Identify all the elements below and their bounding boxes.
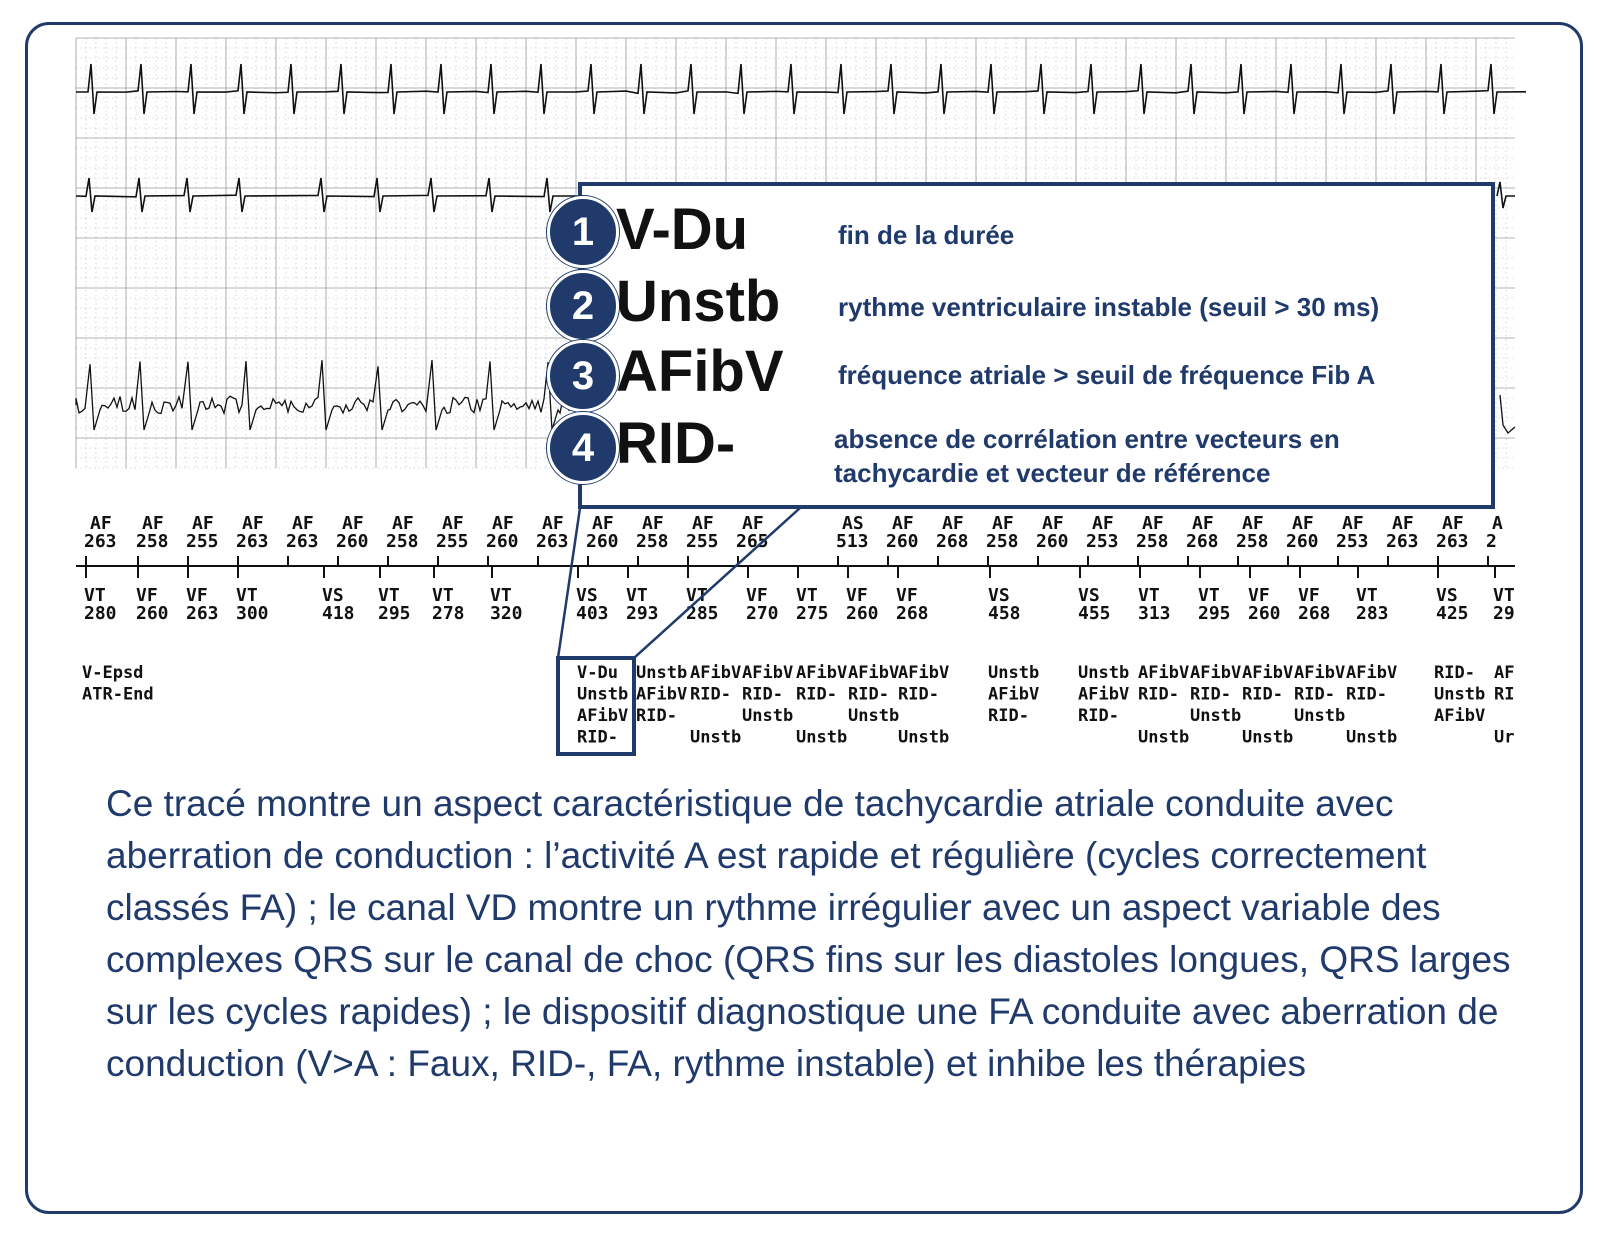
atrial-marker-label: AF: [242, 513, 264, 534]
ventricular-marker-label: VS: [1078, 585, 1100, 606]
marker-3-badge: 3: [547, 340, 619, 412]
atrial-marker-label: AF: [442, 513, 464, 534]
atrial-marker-value: 268: [936, 531, 969, 552]
event-label: RID-: [577, 727, 618, 748]
event-label: RID-: [848, 684, 889, 705]
event-label: AFibV: [1294, 663, 1346, 683]
ventricular-marker-label: VF: [846, 585, 868, 606]
ventricular-marker-label: VS: [322, 585, 344, 606]
marker-2-code: Unstb: [616, 272, 781, 332]
atrial-marker-value: 2: [1486, 531, 1497, 552]
ventricular-marker-label: VT: [1198, 585, 1220, 606]
ventricular-marker-label: VT: [432, 585, 454, 606]
atrial-marker-value: 263: [286, 531, 319, 552]
event-label: AFibV: [1138, 663, 1190, 683]
atrial-marker-value: 255: [436, 531, 469, 552]
atrial-marker-value: 258: [386, 531, 419, 552]
atrial-marker-value: 263: [236, 531, 269, 552]
ventricular-marker-value: 268: [896, 603, 929, 624]
ventricular-marker-label: VT: [236, 585, 258, 606]
event-label: Unstb: [636, 663, 688, 683]
event-label: RID-: [898, 684, 939, 705]
ventricular-marker-value: 275: [796, 603, 829, 624]
event-label: RID-: [1434, 663, 1475, 683]
ventricular-marker-label: VT: [378, 585, 400, 606]
ventricular-marker-label: VF: [136, 585, 158, 606]
event-label: ATR-End: [82, 684, 154, 705]
atrial-marker-value: 260: [1286, 531, 1319, 552]
atrial-marker-value: 260: [886, 531, 919, 552]
event-label: RID-: [1346, 684, 1387, 705]
event-label: Ur: [1494, 727, 1515, 748]
event-label: RID-: [690, 684, 731, 705]
marker-4-code: RID-: [616, 414, 736, 474]
event-label: V-Epsd: [82, 663, 144, 683]
atrial-marker-label: AF: [142, 513, 164, 534]
ventricular-marker-value: 295: [1198, 603, 1231, 624]
atrial-marker-value: 258: [1136, 531, 1169, 552]
atrial-marker-value: 260: [486, 531, 519, 552]
atrial-marker-label: A: [1492, 513, 1503, 534]
event-label: Unstb: [988, 663, 1040, 683]
atrial-marker-label: AF: [1342, 513, 1364, 534]
ventricular-marker-label: VF: [746, 585, 768, 606]
event-label: AFibV: [1346, 663, 1398, 683]
ventricular-marker-value: 278: [432, 603, 465, 624]
atrial-marker-label: AF: [592, 513, 614, 534]
ventricular-marker-label: VT: [796, 585, 818, 606]
event-label: Unstb: [1138, 727, 1190, 748]
ventricular-marker-label: VS: [988, 585, 1010, 606]
ventricular-marker-label: VT: [1493, 585, 1515, 606]
event-label: AFibV: [1078, 684, 1130, 705]
atrial-marker-label: AF: [1442, 513, 1464, 534]
ventricular-marker-label: VF: [186, 585, 208, 606]
event-label: Unstb: [898, 727, 950, 748]
atrial-marker-label: AF: [192, 513, 214, 534]
event-label: RID-: [742, 684, 783, 705]
ventricular-marker-value: 313: [1138, 603, 1171, 624]
event-label: AFibV: [690, 663, 742, 683]
event-label: AFibV: [1190, 663, 1242, 683]
atrial-marker-label: AF: [1142, 513, 1164, 534]
ventricular-channel-trace: [76, 178, 580, 212]
event-label: RID-: [1294, 684, 1335, 705]
ventricular-marker-label: VT: [626, 585, 648, 606]
atrial-marker-label: AF: [742, 513, 764, 534]
atrial-channel-trace: [76, 64, 1526, 114]
event-label: AFibV: [742, 663, 794, 683]
event-label: RID-: [1078, 706, 1119, 726]
marker-3-code: AFibV: [616, 342, 784, 402]
atrial-marker-value: 258: [636, 531, 669, 552]
marker-4-badge: 4: [547, 412, 619, 484]
ventricular-marker-value: 295: [378, 603, 411, 624]
ventricular-marker-value: 283: [1356, 603, 1389, 624]
event-label: Unstb: [1434, 684, 1486, 705]
atrial-marker-label: AF: [292, 513, 314, 534]
ventricular-marker-value: 260: [136, 603, 169, 624]
atrial-marker-value: 255: [686, 531, 719, 552]
atrial-marker-value: 260: [1036, 531, 1069, 552]
atrial-marker-label: AF: [90, 513, 112, 534]
atrial-marker-value: 260: [586, 531, 619, 552]
ventricular-marker-label: VF: [896, 585, 918, 606]
ventricular-marker-value: 268: [1298, 603, 1331, 624]
event-label: RID-: [988, 706, 1029, 726]
atrial-marker-value: 260: [336, 531, 369, 552]
shock-channel-trace-end: [1500, 395, 1515, 433]
event-label: Unstb: [1078, 663, 1130, 683]
atrial-marker-value: 258: [1236, 531, 1269, 552]
atrial-marker-value: 253: [1086, 531, 1119, 552]
atrial-marker-label: AF: [892, 513, 914, 534]
atrial-marker-label: AF: [1242, 513, 1264, 534]
event-label: AFibV: [898, 663, 950, 683]
event-label: RID-: [1242, 684, 1283, 705]
atrial-marker-label: AF: [1392, 513, 1414, 534]
event-label: AFibV: [1434, 706, 1486, 726]
ventricular-marker-label: VS: [576, 585, 598, 606]
atrial-marker-label: AF: [1192, 513, 1214, 534]
ventricular-marker-value: 263: [186, 603, 219, 624]
atrial-marker-label: AF: [342, 513, 364, 534]
ventricular-marker-value: 29: [1493, 603, 1515, 624]
event-label: Unstb: [796, 727, 848, 748]
ventricular-marker-value: 320: [490, 603, 523, 624]
ventricular-marker-value: 285: [686, 603, 719, 624]
event-label: Unstb: [1242, 727, 1294, 748]
event-label: Unstb: [1346, 727, 1398, 748]
atrial-marker-label: AS: [842, 513, 864, 534]
ventricular-marker-value: 280: [84, 603, 117, 624]
event-label: RI: [1494, 684, 1515, 705]
ventricular-marker-label: VT: [84, 585, 106, 606]
event-label: Unstb: [742, 706, 794, 726]
atrial-marker-value: 265: [736, 531, 769, 552]
ventricular-marker-value: 458: [988, 603, 1021, 624]
ventricular-marker-value: 260: [1248, 603, 1281, 624]
atrial-marker-value: 263: [536, 531, 569, 552]
atrial-marker-label: AF: [1292, 513, 1314, 534]
event-label: AFibV: [1242, 663, 1294, 683]
atrial-marker-label: AF: [942, 513, 964, 534]
atrial-marker-label: AF: [392, 513, 414, 534]
ventricular-marker-label: VT: [1356, 585, 1378, 606]
atrial-marker-value: 263: [1386, 531, 1419, 552]
event-label: Unstb: [848, 706, 900, 726]
event-label: AFibV: [848, 663, 900, 683]
event-label: AFibV: [636, 684, 688, 705]
atrial-marker-label: AF: [1042, 513, 1064, 534]
event-label: RID-: [1190, 684, 1231, 705]
ventricular-marker-value: 418: [322, 603, 355, 624]
ventricular-marker-label: VT: [686, 585, 708, 606]
atrial-marker-value: 263: [1436, 531, 1469, 552]
ventricular-channel-trace-end: [1497, 182, 1515, 208]
ventricular-marker-value: 403: [576, 603, 609, 624]
event-label: RID-: [636, 706, 677, 726]
event-label: AFibV: [796, 663, 848, 683]
marker-2-badge: 2: [547, 270, 619, 342]
atrial-marker-value: 513: [836, 531, 869, 552]
atrial-annotation-row: [84, 513, 1503, 566]
event-label: Unstb: [577, 684, 629, 705]
ventricular-marker-label: VT: [490, 585, 512, 606]
atrial-marker-label: AF: [992, 513, 1014, 534]
figure-caption: Ce tracé montre un aspect caractéristique de tachycardie atriale conduite avec aberration de conduction : l’activité A est rapide et régulière (cycles correctement classés FA) ; le canal VD montre un rythme irrégulier avec un aspect variable des complexes QRS sur le canal de choc (QRS fins sur les diastoles longues, QRS larges sur les cycles rapides) ; le dispositif diagnostique une FA conduite avec aberration de conduction (V>A : Faux, RID-, FA, rythme instable) et inhibe les thérapies: [106, 783, 1511, 1084]
event-label: Unstb: [1294, 706, 1346, 726]
ventricular-marker-value: 270: [746, 603, 779, 624]
marker-1-code: V-Du: [616, 200, 749, 260]
marker-3-description: fréquence atriale > seuil de fréquence Fib A: [838, 360, 1376, 390]
ventricular-marker-value: 455: [1078, 603, 1111, 624]
event-label: V-Du: [577, 663, 618, 683]
atrial-marker-label: AF: [542, 513, 564, 534]
atrial-marker-value: 268: [1186, 531, 1219, 552]
marker-2-description: rythme ventriculaire instable (seuil > 30 ms): [838, 292, 1380, 322]
event-label: RID-: [796, 684, 837, 705]
ventricular-marker-value: 425: [1436, 603, 1469, 624]
ventricular-marker-value: 300: [236, 603, 269, 624]
ventricular-annotation-row: [84, 566, 1515, 624]
event-label: RID-: [1138, 684, 1179, 705]
ventricular-marker-value: 260: [846, 603, 879, 624]
atrial-marker-value: 253: [1336, 531, 1369, 552]
atrial-marker-value: 258: [986, 531, 1019, 552]
event-label: AFibV: [577, 706, 629, 726]
marker-1-badge: 1: [547, 196, 619, 268]
atrial-marker-label: AF: [1092, 513, 1114, 534]
ventricular-marker-label: VF: [1298, 585, 1320, 606]
atrial-marker-value: 258: [136, 531, 169, 552]
event-label: AFibV: [988, 684, 1040, 705]
ventricular-marker-value: 293: [626, 603, 659, 624]
event-label: Unstb: [1190, 706, 1242, 726]
atrial-marker-value: 263: [84, 531, 117, 552]
marker-1-description: fin de la durée: [838, 220, 1015, 250]
atrial-marker-value: 255: [186, 531, 219, 552]
atrial-marker-label: AF: [492, 513, 514, 534]
marker-4-description: absence de corrélation entre vecteurs en tachycardie et vecteur de référence: [834, 424, 1340, 488]
atrial-marker-label: AF: [692, 513, 714, 534]
ventricular-marker-label: VT: [1138, 585, 1160, 606]
event-label: Unstb: [690, 727, 742, 748]
event-label: AF: [1494, 663, 1515, 683]
atrial-marker-label: AF: [642, 513, 664, 534]
ventricular-marker-label: VF: [1248, 585, 1270, 606]
event-annotation-row: [82, 663, 1514, 748]
ventricular-marker-label: VS: [1436, 585, 1458, 606]
